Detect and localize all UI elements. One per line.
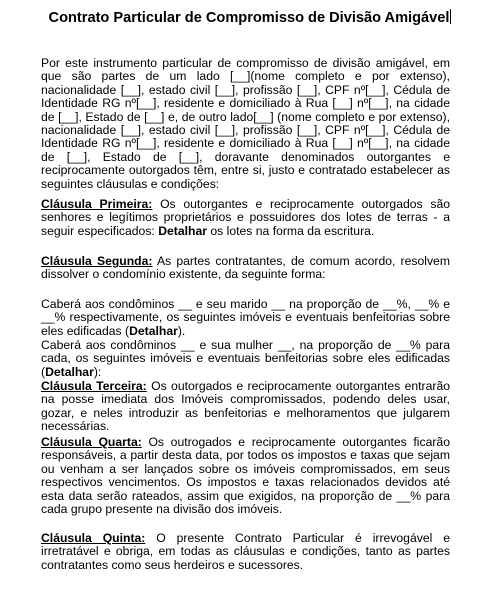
clause-1-text: Os outorgantes e reciprocamente outorgados são senhores e legítimos proprietários e possuidores dos lotes de terras - a seguir especificados: <box>41 197 450 238</box>
clause-2-share-1-tail: ). <box>177 323 186 338</box>
clause-2-share-2-tail: ): <box>93 364 102 379</box>
clause-2-heading: Cláusula Segunda: <box>41 254 153 268</box>
clause-1-heading: Cláusula Primeira: <box>41 197 153 211</box>
clause-3-paragraph <box>41 380 450 434</box>
clause-1-bold: Detalhar <box>158 223 207 238</box>
clause-5-text: O presente Contrato Particular é irrevogável e irretratável e obriga, em todas as cláusulas e condições, tanto as partes contratantes como seus herdeiros e sucessores. <box>41 531 450 572</box>
clause-2-share-1-bold: Detalhar <box>129 323 178 338</box>
clause-1-paragraph <box>41 198 450 238</box>
clause-2-text: As partes contratantes, de comum acordo, resolvem dissolver o condomínio existente, da seguinte forma: <box>41 254 450 282</box>
document-title-text: Contrato Particular de Compromisso de Divisão Amigável <box>48 10 450 26</box>
clause-3-text: Os outorgados e reciprocamente outorgantes entrarão na posse imediata dos Imóveis compromissados, podendo deles usar, gozar, e neles introduzir as benfeitorias e melhoramentos que julgarem necessárias. <box>41 379 451 434</box>
document-title <box>0 9 500 27</box>
intro-paragraph: Por este instrumento particular de compromisso de divisão amigável, em que são partes de um lado [__](nome completo e por extenso), nacionalidade [__], estado civil [__], profissão [__], CPF nº[__], Cédula de Identidade RG nº[__], residente e domiciliado à Rua [__] nº[__], na cidade de [__], Estado de [__] e, de outro lado[__] (nome completo e por extenso), nacionalidade [__], estado civil [__], profissão [__], CPF nº[__], Cédula de Identidade RG nº[__], residente e domiciliado à Rua [__] nº[__], na cidade de [__], Estado de [__], doravante denominados outorgantes e reciprocamente outorgados têm, entre si, justo e contratado estabelecer as seguintes cláusulas e condições: <box>41 56 450 191</box>
clause-2-paragraph <box>41 255 450 282</box>
clause-2-share-1-text: Caberá aos condôminos __ e seu marido __ na proporção de __%, __% e __% respectivamente, os seguintes imóveis e eventuais benfeitorias sobre eles edificadas ( <box>41 297 450 338</box>
clause-4-heading: Cláusula Quarta: <box>41 435 142 449</box>
clause-4-paragraph <box>41 436 450 516</box>
clause-2-share-2 <box>41 339 450 379</box>
clause-2-share-2-bold: Detalhar <box>45 364 94 379</box>
clause-5-paragraph <box>41 532 450 572</box>
text-cursor <box>450 9 451 24</box>
clause-2-share-1 <box>41 298 450 338</box>
clause-5-heading: Cláusula Quinta: <box>41 531 146 545</box>
clause-3-heading: Cláusula Terceira: <box>41 379 147 393</box>
clause-2-share-2-text: Caberá aos condôminos __ e sua mulher __, na proporção de __% para cada, os seguintes imóveis e eventuais benfeitorias sobre eles edificadas ( <box>41 338 450 379</box>
clause-1-tail: os lotes na forma da escritura. <box>206 223 375 238</box>
clause-4-text: Os outrogados e reciprocamente outorgantes ficarão responsáveis, a partir desta data, por todos os impostos e taxas que sejam ou venham a ser lançados sobre os imóveis compromissados, em seus respectivos vencimentos. Os impostos e taxas relacionados devidos até esta data serão rateados, assim que exigidos, na proporção de __% para cada grupo presente na divisão dos imóveis. <box>41 435 450 517</box>
